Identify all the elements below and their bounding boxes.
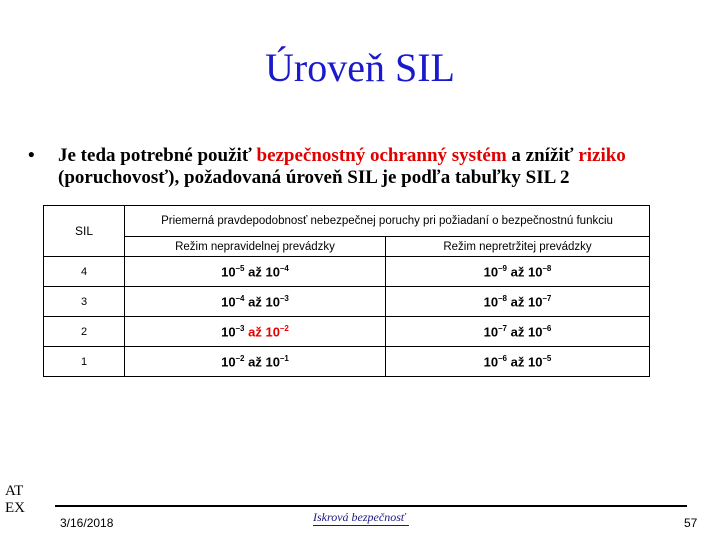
sil-table — [43, 205, 650, 377]
range-sep: až — [510, 354, 525, 370]
base: 10 — [527, 294, 543, 310]
exponent: –8 — [542, 263, 552, 273]
continuous-mode-header: Režim nepretržitej prevádzky — [386, 237, 650, 257]
base: 10 — [483, 324, 499, 340]
logo-line: EX — [5, 500, 25, 516]
continuous-range — [386, 317, 650, 347]
sil-column-header: SIL — [44, 206, 125, 257]
table-row — [44, 257, 650, 287]
bullet-highlight-system: bezpečnostný ochranný systém — [256, 145, 507, 166]
exponent: –5 — [542, 353, 552, 363]
logo-line: AT — [5, 483, 24, 499]
base: 10 — [483, 264, 499, 280]
exponent: –2 — [279, 323, 289, 333]
exponent: –9 — [498, 263, 507, 273]
footer-divider — [55, 505, 687, 507]
exponent: –5 — [235, 263, 245, 273]
exponent: –2 — [235, 353, 245, 363]
exponent: –7 — [542, 293, 552, 303]
table-row — [44, 347, 650, 377]
bullet-highlight-risk: riziko — [578, 145, 626, 166]
base: 10 — [221, 294, 236, 310]
probability-header: Priemerná pravdepodobnosť nebezpečnej poruchy pri požiadaní o bezpečnostnú funkciu — [125, 206, 650, 237]
bullet-text — [58, 145, 698, 189]
bullet-text-part: (poruchovosť), požadovaná úroveň SIL je podľa tabuľky SIL 2 — [58, 167, 570, 188]
base: 10 — [265, 294, 280, 310]
exponent: –8 — [498, 293, 507, 303]
sil-level: 4 — [44, 257, 125, 287]
table-header-row — [44, 206, 650, 237]
base: 10 — [221, 354, 236, 370]
page-number: 57 — [684, 516, 698, 530]
continuous-range — [386, 257, 650, 287]
exponent: –3 — [279, 293, 289, 303]
exponent: –3 — [235, 323, 245, 333]
exponent: –6 — [498, 353, 507, 363]
continuous-range — [386, 347, 650, 377]
low-demand-range — [125, 257, 386, 287]
range-sep: až — [510, 324, 525, 340]
low-demand-range — [125, 287, 386, 317]
base: 10 — [483, 294, 499, 310]
bullet-text-part: Je teda potrebné použiť — [58, 145, 257, 166]
exponent: –4 — [279, 263, 289, 273]
continuous-range — [386, 287, 650, 317]
atex-logo — [5, 483, 25, 517]
base: 10 — [527, 324, 543, 340]
range-sep: až — [248, 264, 262, 280]
base: 10 — [527, 354, 543, 370]
base: 10 — [221, 324, 236, 340]
footer-date: 3/16/2018 — [60, 516, 114, 530]
base: 10 — [265, 354, 280, 370]
sil-level: 1 — [44, 347, 125, 377]
bullet-text-part: a znížiť — [506, 145, 579, 166]
range-sep: až — [248, 324, 262, 340]
bullet-icon: • — [28, 145, 35, 166]
low-demand-range — [125, 317, 386, 347]
sil-level: 2 — [44, 317, 125, 347]
exponent: –6 — [542, 323, 552, 333]
base: 10 — [265, 324, 280, 340]
range-sep: až — [510, 264, 525, 280]
exponent: –4 — [235, 293, 245, 303]
sil-level: 3 — [44, 287, 125, 317]
table-subheader-row — [44, 237, 650, 257]
base: 10 — [527, 264, 543, 280]
base: 10 — [483, 354, 499, 370]
low-demand-header: Režim nepravidelnej prevádzky — [125, 237, 386, 257]
footer-title-underline — [313, 525, 409, 526]
table-row — [44, 317, 650, 347]
low-demand-range — [125, 347, 386, 377]
footer-title-text: Iskrová bezpečnosť — [313, 510, 406, 524]
slide-title: Úroveň SIL — [265, 45, 455, 90]
footer-title — [313, 510, 405, 525]
range-sep: až — [248, 354, 262, 370]
exponent: –7 — [498, 323, 507, 333]
base: 10 — [265, 264, 280, 280]
exponent: –1 — [279, 353, 289, 363]
range-sep: až — [510, 294, 525, 310]
base: 10 — [221, 264, 236, 280]
range-sep: až — [248, 294, 262, 310]
table-row — [44, 287, 650, 317]
